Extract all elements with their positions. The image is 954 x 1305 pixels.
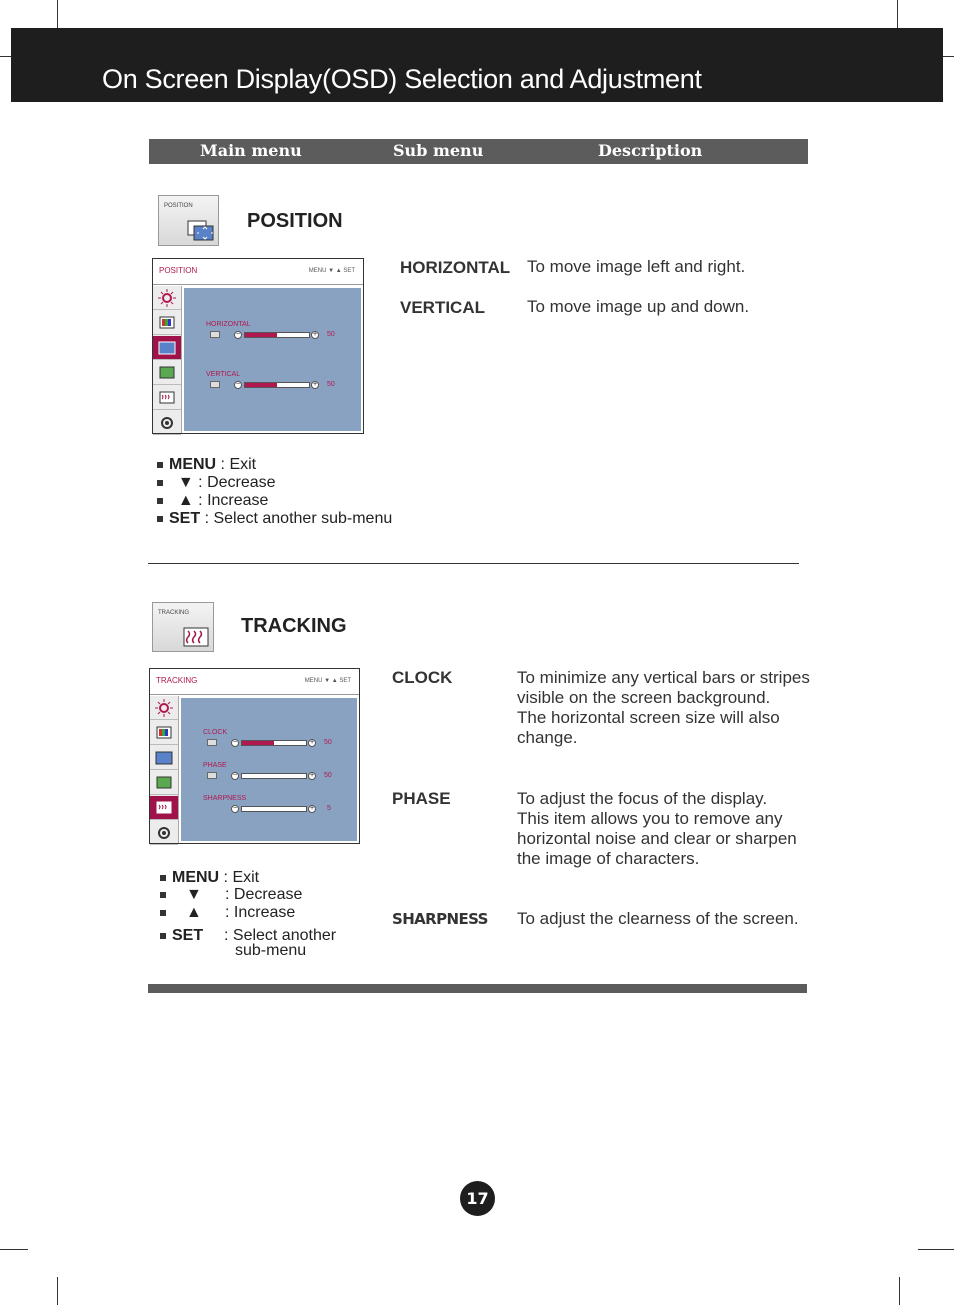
osd-position-icon: [150, 746, 178, 770]
osd-clock-label: CLOCK: [203, 729, 228, 736]
footer-bar: [148, 984, 807, 993]
osd-phase-value: 50: [324, 772, 332, 779]
column-main-menu: Main menu: [200, 141, 302, 160]
legend-key: MENU: [169, 456, 217, 473]
osd-main-panel: [181, 698, 357, 841]
down-arrow-icon: ▼: [177, 474, 194, 491]
osd-decrease-button: −: [232, 805, 238, 812]
osd-clock-icon: [207, 739, 217, 746]
desc-horizontal: To move image left and right.: [527, 257, 746, 276]
osd-setup-icon: [153, 361, 181, 385]
down-arrow-icon: ▼: [186, 886, 202, 903]
legend-text: : Decrease: [193, 474, 276, 491]
osd-increase-button: +: [309, 772, 315, 779]
osd-position-icon: [153, 336, 181, 360]
column-description: Description: [598, 141, 703, 160]
section-divider: [148, 563, 799, 564]
crop-mark: [0, 56, 11, 57]
legend-text: : Increase: [225, 904, 296, 921]
osd-color-icon: [150, 721, 178, 745]
position-osd-screen: [152, 258, 364, 434]
legend-down: [157, 474, 276, 492]
osd-sharpness-label: SHARPNESS: [203, 795, 247, 802]
osd-color-icon: [153, 311, 181, 335]
legend-text: : Select another: [224, 927, 337, 944]
osd-horizontal-label: HORIZONTAL: [206, 321, 251, 328]
osd-setup-icon: [150, 771, 178, 795]
column-sub-menu: Sub menu: [393, 141, 484, 160]
osd-brightness-icon: [150, 696, 178, 720]
osd-vertical-slider: [244, 382, 310, 388]
legend-menu: [157, 456, 256, 474]
desc-line: horizontal noise and clear or sharpen: [517, 829, 797, 848]
position-icon: [187, 220, 215, 242]
osd-tracking-icon: [150, 796, 178, 820]
crop-mark: [0, 1249, 28, 1250]
legend-up: [160, 904, 172, 922]
osd-phase-slider: [241, 773, 307, 779]
osd-slider-fill: [242, 807, 274, 811]
osd-decrease-button: −: [235, 381, 241, 388]
submenu-phase: PHASE: [392, 789, 451, 808]
tracking-osd-screen: [149, 668, 360, 844]
column-header-bar: [149, 139, 808, 164]
osd-menu-name: TRACKING: [156, 676, 198, 685]
legend-set: [157, 510, 392, 528]
legend-key: SET: [172, 927, 204, 944]
crop-mark: [57, 1277, 58, 1305]
crop-mark: [57, 0, 58, 28]
osd-sharpness-slider: [241, 806, 307, 812]
osd-controls: MENU ▼ ▲ SET: [304, 678, 351, 684]
osd-increase-button: +: [312, 331, 318, 338]
legend-text: : Increase: [193, 492, 269, 509]
osd-horizontal-slider: [244, 332, 310, 338]
submenu-clock: CLOCK: [392, 668, 453, 687]
desc-line: The horizontal screen size will also: [517, 708, 780, 727]
legend-text: sub-menu: [235, 942, 307, 959]
osd-increase-button: +: [309, 805, 315, 812]
osd-phase-label: PHASE: [203, 762, 227, 769]
osd-slider-fill: [245, 383, 277, 387]
osd-phase-icon: [207, 772, 217, 779]
osd-slider-fill: [242, 774, 274, 778]
osd-slider-fill: [242, 741, 274, 745]
osd-clock-slider: [241, 740, 307, 746]
crop-mark: [899, 1277, 900, 1305]
osd-brightness-icon: [153, 286, 181, 310]
osd-gear-icon: [150, 821, 178, 845]
osd-decrease-button: −: [232, 772, 238, 779]
osd-horizontal-icon: [210, 331, 220, 338]
osd-top-bar: [150, 669, 359, 695]
crop-mark: [897, 0, 898, 28]
submenu-sharpness: SHARPNESS: [392, 910, 488, 928]
submenu-vertical: VERTICAL: [400, 298, 485, 317]
legend-text: : Exit: [219, 869, 260, 886]
desc-phase: [517, 789, 797, 869]
desc-clock: [517, 668, 810, 748]
tracking-menu-icon: [152, 602, 214, 652]
desc-line: To minimize any vertical bars or stripes: [517, 668, 810, 687]
legend-text: : Decrease: [225, 886, 303, 903]
osd-controls: MENU ▼ ▲ SET: [308, 268, 355, 274]
position-menu-icon: [158, 195, 219, 246]
desc-sharpness: [517, 909, 799, 929]
osd-decrease-button: −: [232, 739, 238, 746]
osd-gear-icon: [153, 411, 181, 435]
osd-vertical-icon: [210, 381, 220, 388]
legend-menu: [160, 869, 259, 887]
legend-key: SET: [169, 510, 201, 527]
osd-slider-fill: [245, 333, 277, 337]
desc-line: change.: [517, 728, 578, 747]
tracking-section-title: TRACKING: [241, 615, 347, 637]
desc-line: This item allows you to remove any: [517, 809, 783, 828]
page-title: On Screen Display(OSD) Selection and Adjustment: [102, 64, 702, 94]
position-icon-label: POSITION: [164, 203, 193, 209]
legend-up: [157, 492, 268, 510]
desc-line: To adjust the focus of the display.: [517, 789, 768, 808]
tracking-icon: [183, 627, 209, 647]
page-number: 17: [460, 1181, 495, 1216]
submenu-horizontal: HORIZONTAL: [400, 258, 511, 277]
osd-sharpness-value: 5: [327, 805, 331, 812]
desc-vertical: To move image up and down.: [527, 297, 750, 316]
osd-main-panel: [184, 288, 361, 431]
osd-increase-button: +: [309, 739, 315, 746]
osd-vertical-value: 50: [327, 381, 335, 388]
osd-tracking-icon: [153, 386, 181, 410]
osd-increase-button: +: [312, 381, 318, 388]
position-section-title: POSITION: [247, 210, 343, 232]
desc-line: To adjust the clearness of the screen.: [517, 909, 799, 928]
osd-sidebar: [150, 696, 179, 843]
desc-line: visible on the screen background.: [517, 688, 771, 707]
crop-mark: [918, 1249, 954, 1250]
legend-set: [160, 927, 203, 945]
legend-text: : Select another sub-menu: [200, 510, 393, 527]
osd-decrease-button: −: [235, 331, 241, 338]
legend-down: [160, 886, 172, 904]
tracking-icon-label: TRACKING: [158, 610, 190, 616]
osd-horizontal-value: 50: [327, 331, 335, 338]
crop-mark: [943, 56, 954, 57]
legend-key: MENU: [172, 869, 220, 886]
up-arrow-icon: ▲: [177, 492, 194, 509]
osd-top-bar: [153, 259, 363, 285]
legend-text: : Exit: [216, 456, 257, 473]
osd-menu-name: POSITION: [159, 266, 198, 275]
osd-sidebar: [153, 286, 182, 433]
desc-line: the image of characters.: [517, 849, 700, 868]
up-arrow-icon: ▲: [186, 904, 202, 921]
osd-vertical-label: VERTICAL: [206, 371, 241, 378]
osd-clock-value: 50: [324, 739, 332, 746]
